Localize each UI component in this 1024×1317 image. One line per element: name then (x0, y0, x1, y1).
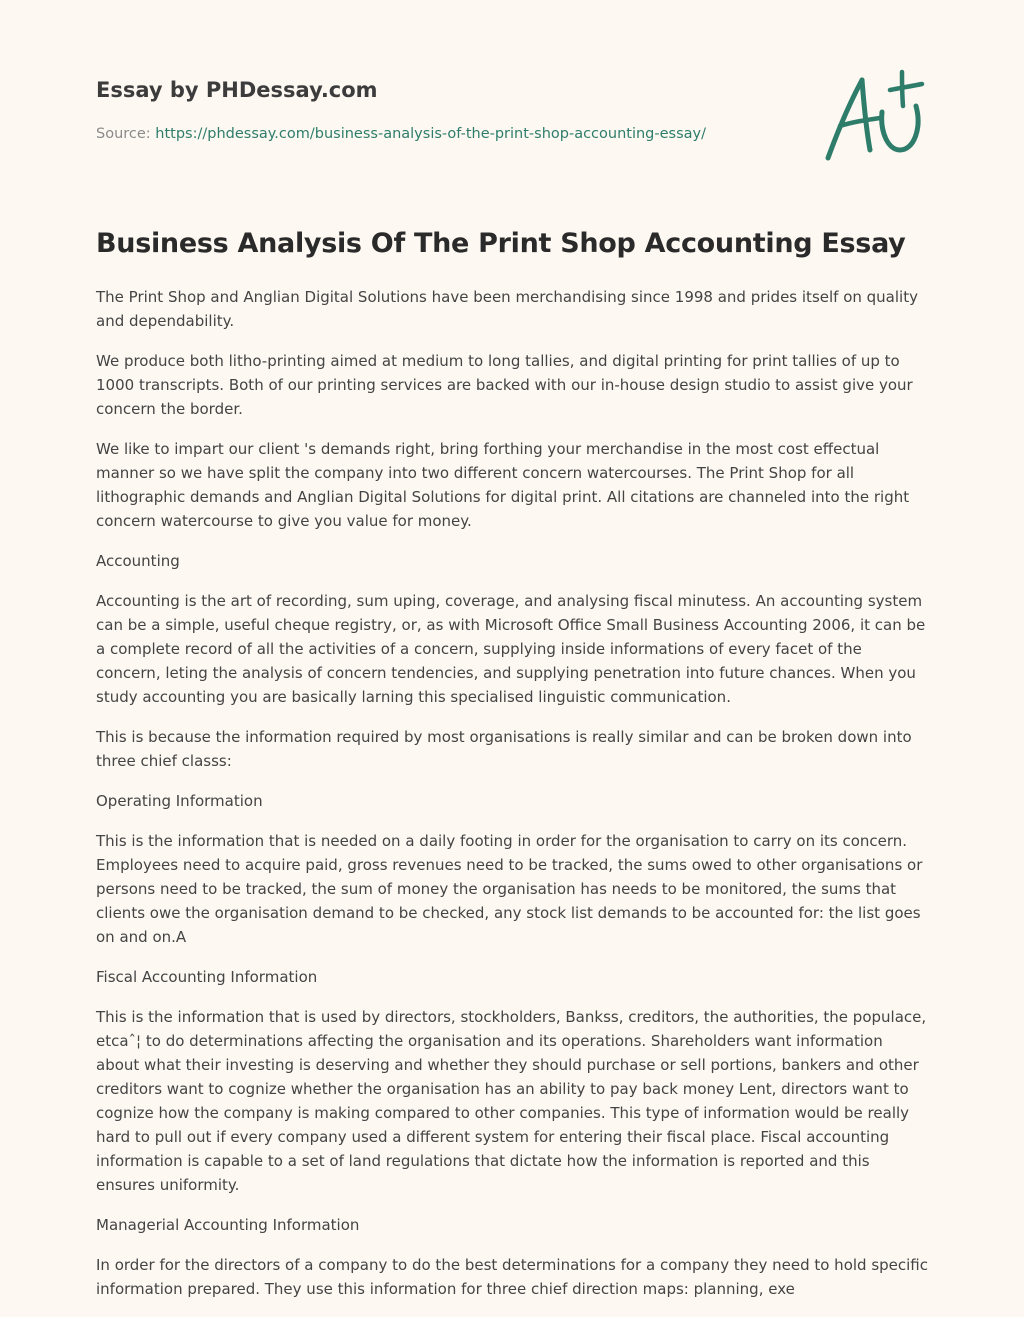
site-brand: Essay by PHDessay.com (96, 78, 378, 102)
paragraph: In order for the directors of a company to do the best determinations for a company they need to hold specific information prepared. They use this information for three chief direction maps: planning, exe (96, 1256, 929, 1298)
section-heading: Fiscal Accounting Information (96, 968, 318, 986)
paragraph: This is the information that is used by directors, stockholders, Bankss, creditors, the authorities, the populace, etcaˆ¦ to do determinations affecting the organisation and its operations. Shareholders want information about what their investing is deserving and whether they should purchase or sell portions, bankers and other creditors want to cognize whether the organisation has an ability to pay back money Lent, directors want to cognize how the company is making compared to other companies. This type of information would be really hard to pull out if every company used a different system for entering their fiscal place. Fiscal accounting information is capable to a set of land regulations that dictate how the information is reported and this ensures uniformity. (96, 1008, 927, 1194)
section-heading: Operating Information (96, 792, 263, 810)
source-link[interactable]: https://phdessay.com/business-analysis-of-the-print-shop-accounting-essay/ (155, 126, 706, 142)
paragraph: We like to impart our client 's demands right, bring forthing your merchandise in the most cost effectual manner so we have split the company into two different concern watercourses. The Print Shop for all lithographic demands and Anglian Digital Solutions for digital print. All citations are channeled into the right concern watercourse to give you value for money. (96, 440, 910, 530)
section-heading: Accounting (96, 552, 180, 570)
paragraph: This is the information that is needed on a daily footing in order for the organisation to carry on its concern. Employees need to acquire paid, gross revenues need to be tracked, the sums owed to other organisations or persons need to be tracked, the sum of money the organisation has needs to be monitored, the sums that clients owe the organisation demand to be checked, any stock list demands to be accounted for: the list goes on and on.A (96, 832, 923, 946)
paragraph: We produce both litho-printing aimed at medium to long tallies, and digital printing for print tallies of up to 1000 transcripts. Both of our printing services are backed with our in-house design studio to assist give your concern the border. (96, 352, 913, 418)
section-heading: Managerial Accounting Information (96, 1216, 360, 1234)
paragraph: This is because the information required by most organisations is really similar and can be broken down into three chief classs: (96, 728, 912, 770)
paragraph: The Print Shop and Anglian Digital Solutions have been merchandising since 1998 and prides itself on quality and dependability. (96, 288, 918, 330)
a-plus-logo-icon (818, 66, 930, 166)
essay-article (96, 224, 928, 1317)
essay-title: Business Analysis Of The Print Shop Accounting Essay (96, 228, 906, 259)
paragraph: Accounting is the art of recording, sum uping, coverage, and analysing fiscal minutess. An accounting system can be a simple, useful cheque registry, or, as with Microsoft Office Small Business Accounting 2006, it can be a complete record of all the activities of a concern, supplying inside informations of every facet of the concern, leting the analysis of concern tendencies, and supplying penetration into future chances. When you study accounting you are basically larning this specialised linguistic communication. (96, 592, 926, 706)
page-header (96, 76, 796, 144)
essay-body (96, 285, 928, 1301)
source-label: Source: (96, 126, 151, 142)
source-line (96, 124, 796, 144)
